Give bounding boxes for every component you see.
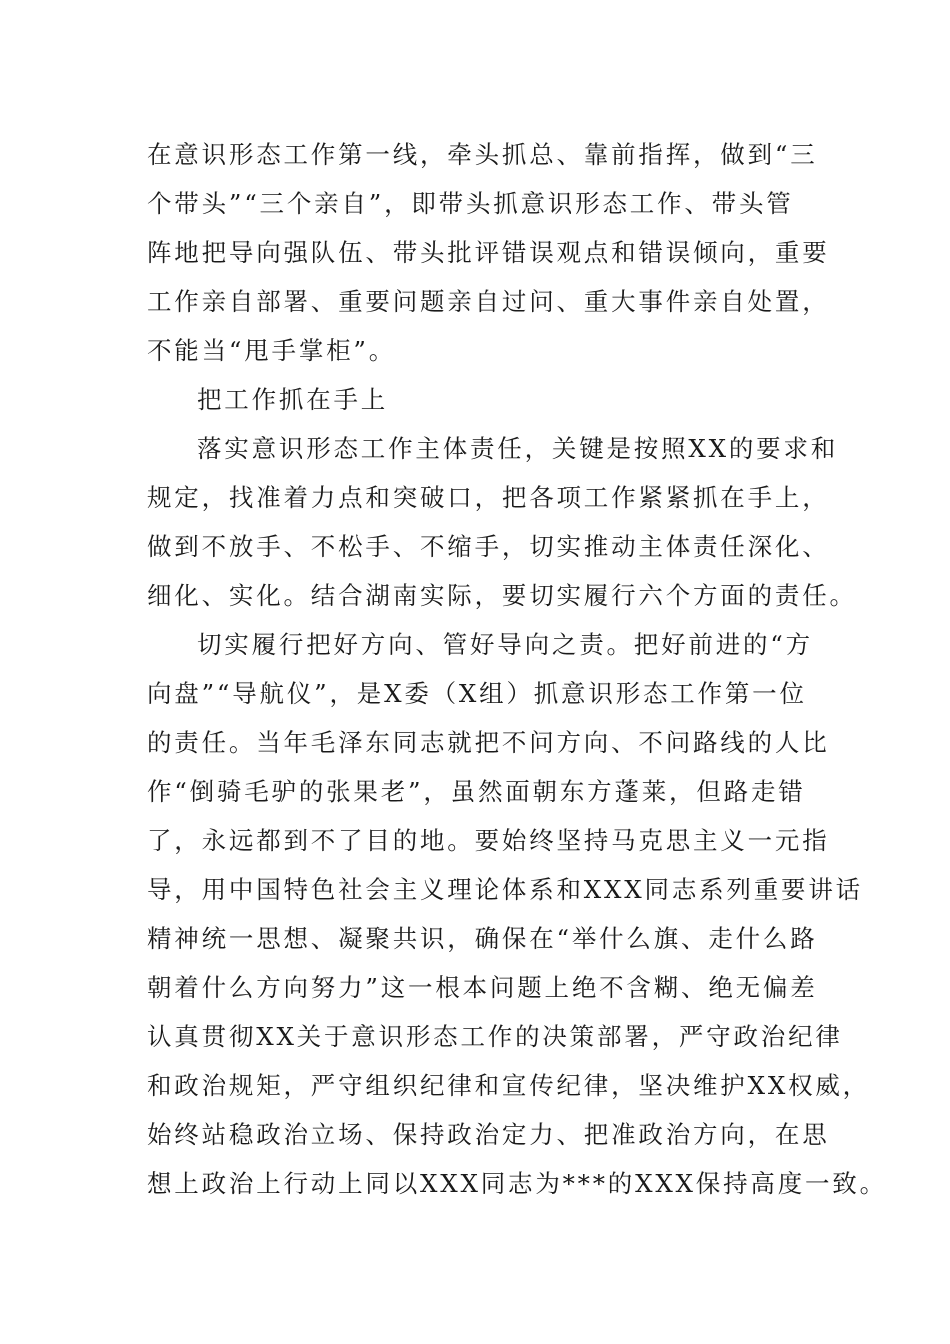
text-line: 朝着什么方向努力”这一根本问题上绝不含糊、绝无偏差	[147, 973, 818, 1002]
text-line: 细化、实化。结合湖南实际，要切实履行六个方面的责任。	[147, 581, 857, 610]
text-line: 在意识形态工作第一线，牵头抓总、靠前指挥，做到“三	[147, 140, 818, 169]
paragraph-start-line: 切实履行把好方向、管好导向之责。把好前进的“方	[197, 630, 813, 659]
text-line: 工作亲自部署、重要问题亲自过问、重大事件亲自处置，	[147, 287, 830, 316]
text-line: 精神统一思想、凝聚共识，确保在“举什么旗、走什么路	[147, 924, 818, 953]
text-line: 的责任。当年毛泽东同志就把不问方向、不问路线的人比	[147, 728, 830, 757]
text-line: 了，永远都到不了目的地。要始终坚持马克思主义一元指	[147, 826, 830, 855]
text-line: 认真贯彻XX关于意识形态工作的决策部署，严守政治纪律	[147, 1022, 843, 1051]
text-line: 始终站稳政治立场、保持政治定力、把准政治方向，在思	[147, 1120, 830, 1149]
text-line: 个带头”“三个亲自”，即带头抓意识形态工作、带头管	[147, 189, 794, 218]
text-line: 规定，找准着力点和突破口，把各项工作紧紧抓在手上，	[147, 483, 830, 512]
text-line: 作“倒骑毛驴的张果老”，虽然面朝东方蓬莱，但路走错	[147, 777, 806, 806]
document-body	[147, 130, 887, 1208]
text-line: 和政治规矩，严守组织纪律和宣传纪律，坚决维护XX权威，	[147, 1071, 870, 1100]
text-line: 阵地把导向强队伍、带头批评错误观点和错误倾向，重要	[147, 238, 830, 267]
text-line: 做到不放手、不松手、不缩手，切实推动主体责任深化、	[147, 532, 830, 561]
paragraph-start-line: 落实意识形态工作主体责任，关键是按照XX的要求和	[197, 434, 839, 463]
text-line: 想上政治上行动上同以XXX同志为***的XXX保持高度一致。	[147, 1169, 887, 1198]
text-line: 导，用中国特色社会主义理论体系和XXX同志系列重要讲话	[147, 875, 863, 904]
text-line: 向盘”“导航仪”，是X委（X组）抓意识形态工作第一位	[147, 679, 807, 708]
text-line: 不能当“甩手掌柜”。	[147, 336, 397, 365]
section-heading: 把工作抓在手上	[197, 385, 389, 414]
